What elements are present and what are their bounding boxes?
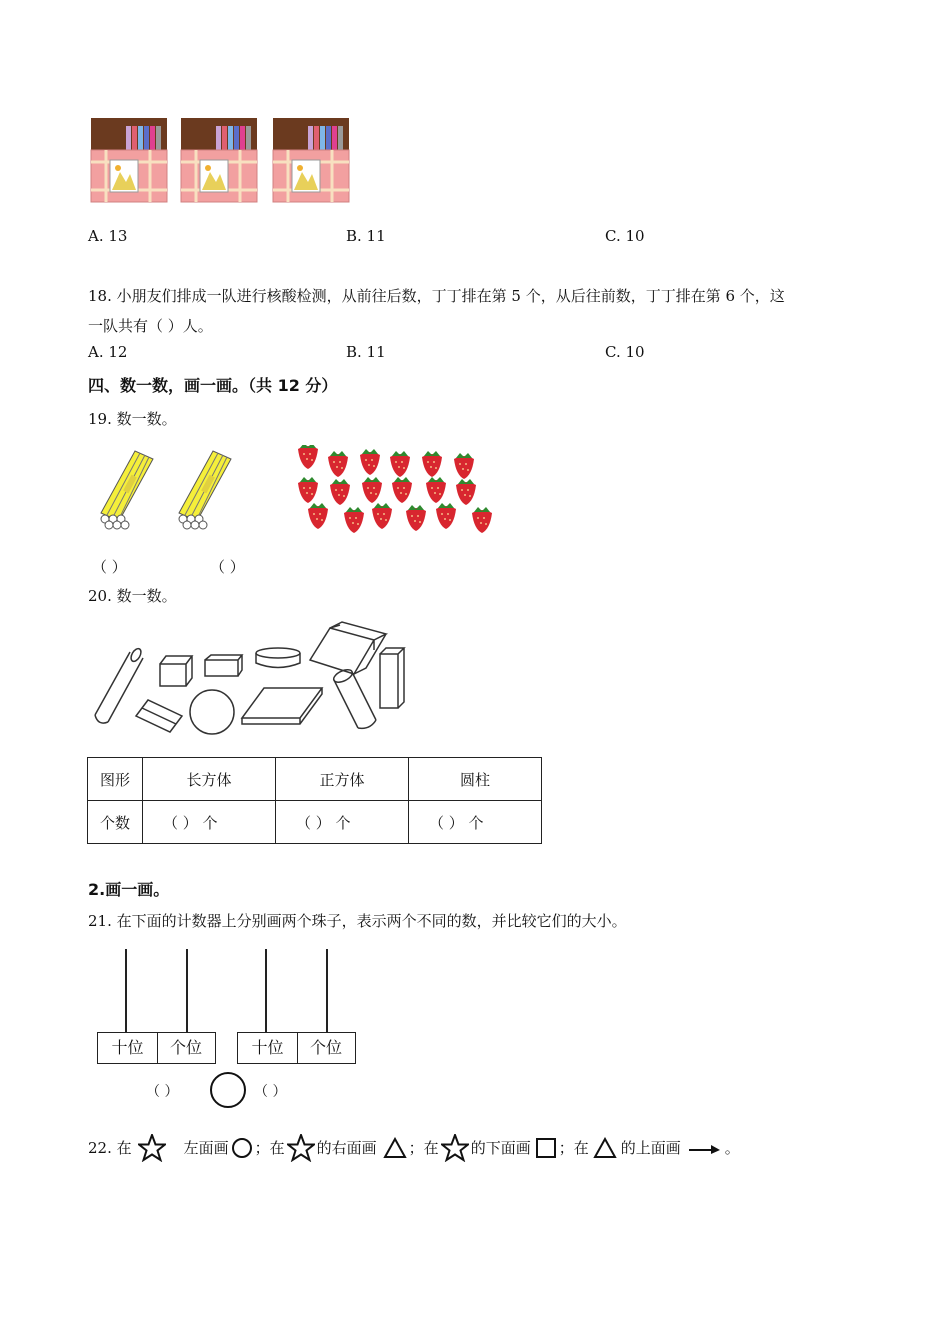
q22-part2: ；在 <box>254 1139 285 1157</box>
q22-part3: 的右面画 <box>316 1139 377 1157</box>
q17-option-a[interactable]: A. 13 <box>88 227 128 245</box>
q19-question: 19. 数一数。 <box>88 410 177 428</box>
abacus2-tens-label: 十位 <box>237 1032 298 1064</box>
abacus2-tens-rod[interactable] <box>265 949 267 1032</box>
table-cell-cube-count[interactable]: （ ） 个 <box>276 801 409 844</box>
section-4-title: 四、数一数，画一画。（共 12 分） <box>88 376 338 395</box>
stick-bundles-image <box>95 445 245 535</box>
q18-option-b[interactable]: B. 11 <box>346 343 386 361</box>
q22-question <box>88 1134 740 1162</box>
table-cell-cylinder-count[interactable]: （ ） 个 <box>409 801 542 844</box>
table-header-cylinder: 圆柱 <box>409 758 542 801</box>
square-icon <box>535 1137 557 1159</box>
q19-answer-1[interactable]: （ ） <box>92 558 127 576</box>
abacus2-ones-label: 个位 <box>297 1032 356 1064</box>
q22-end: 。 <box>724 1139 740 1157</box>
star-icon <box>287 1134 315 1162</box>
q22-part1: 左面画 <box>183 1139 229 1157</box>
q22-part7: 的上面画 <box>620 1139 681 1157</box>
q22-num: 22. 在 <box>88 1139 132 1157</box>
table-row-label-count: 个数 <box>88 801 143 844</box>
q21-compare-left[interactable]: （ ） <box>146 1084 179 1100</box>
solid-shapes-image <box>90 620 410 740</box>
q17-option-c[interactable]: C. 10 <box>605 227 645 245</box>
abacus1-ones-label: 个位 <box>157 1032 216 1064</box>
q22-part4: ；在 <box>408 1139 439 1157</box>
table-cell-cuboid-count[interactable]: （ ） 个 <box>143 801 276 844</box>
q18-question-line1: 18. 小朋友们排成一队进行核酸检测，从前往后数，丁丁排在第 5 个，从后往前数，丁丁排在第 6 个，这 <box>88 287 785 305</box>
star-icon <box>441 1134 469 1162</box>
abacus1-ones-rod[interactable] <box>186 949 188 1032</box>
strawberries-image <box>298 445 503 533</box>
crayon-boxes-image <box>88 112 356 207</box>
q19-answer-2[interactable]: （ ） <box>210 558 245 576</box>
q18-question-line2: 一队共有（ ）人。 <box>88 317 213 335</box>
q21-compare-right[interactable]: （ ） <box>254 1084 287 1100</box>
circle-icon <box>231 1137 253 1159</box>
abacus1-tens-label: 十位 <box>97 1032 158 1064</box>
q20-question: 20. 数一数。 <box>88 587 177 605</box>
triangle-icon <box>383 1137 407 1159</box>
subsection-2-title: 2.画一画。 <box>88 880 170 899</box>
q18-option-c[interactable]: C. 10 <box>605 343 645 361</box>
q18-option-a[interactable]: A. 12 <box>88 343 128 361</box>
compare-circle[interactable] <box>209 1071 247 1109</box>
triangle-icon <box>593 1137 617 1159</box>
q20-count-table <box>87 757 542 844</box>
abacus1-tens-rod[interactable] <box>125 949 127 1032</box>
table-header-cube: 正方体 <box>276 758 409 801</box>
q17-option-b[interactable]: B. 11 <box>346 227 386 245</box>
star-icon <box>138 1134 166 1162</box>
q22-part5: 的下面画 <box>470 1139 531 1157</box>
arrow-right-icon <box>687 1141 721 1155</box>
abacus2-ones-rod[interactable] <box>326 949 328 1032</box>
table-header-cuboid: 长方体 <box>143 758 276 801</box>
table-header-shape: 图形 <box>88 758 143 801</box>
q22-part6: ；在 <box>558 1139 589 1157</box>
q21-question: 21. 在下面的计数器上分别画两个珠子，表示两个不同的数，并比较它们的大小。 <box>88 912 627 930</box>
